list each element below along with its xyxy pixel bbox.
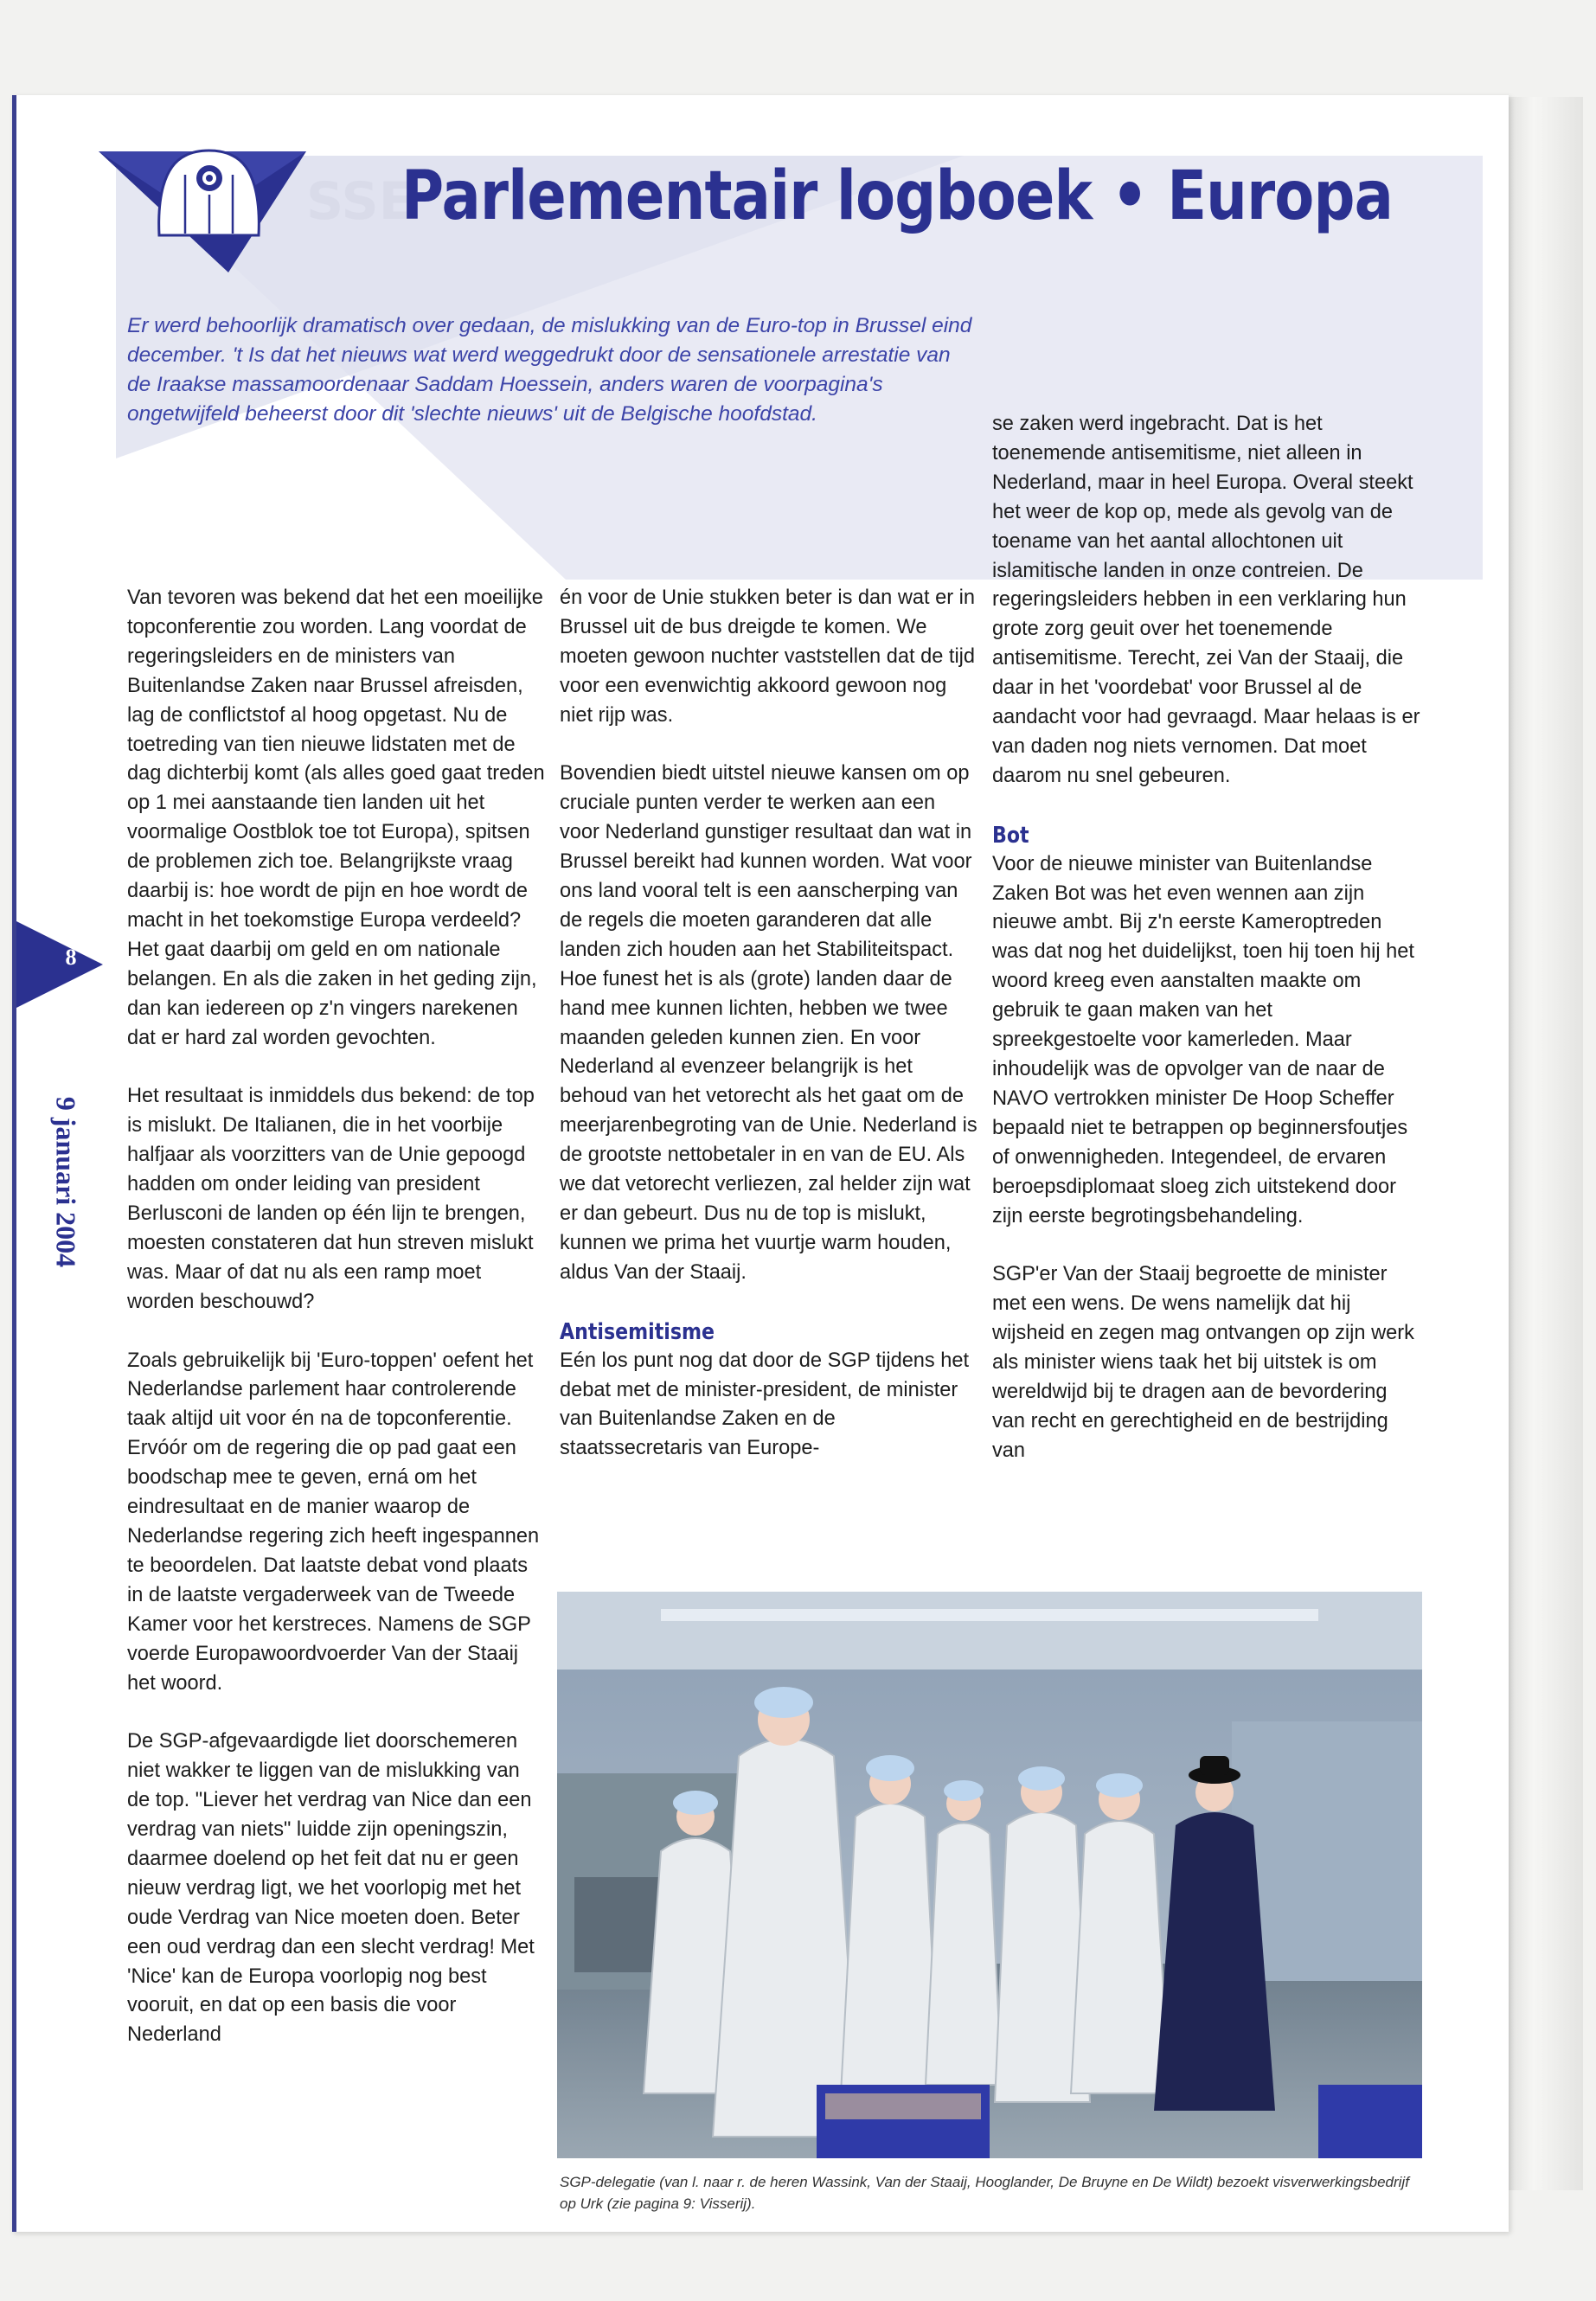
paragraph: Eén los punt nog dat door de SGP tijdens het debat met de minister-president, de minister van Buitenlandse Zaken en de staatssecretaris van Europe- xyxy=(560,1349,970,1460)
article-column-1 xyxy=(127,584,546,2080)
delegation-photo xyxy=(557,1592,1422,2158)
page-curl xyxy=(1501,97,1583,2190)
subheading-bot: Bot xyxy=(992,822,1029,849)
magazine-page xyxy=(12,95,1509,2232)
paragraph: Van tevoren was bekend dat het een moeilijke topconferentie zou worden. Lang voordat de regeringsleiders en de ministers van Buitenlandse Zaken naar Brussel afreisden, lag de conflictstof al hoog opgetast. Nu de toetreding van tien nieuwe lidstaten met de dag dichterbij komt (als alles goed gaat treden op 1 mei aanstaande tien landen uit het voormalige Oostblok toe tot Europa), spitsen de problemen zich toe. Belangrijkste vraag daarbij is: hoe wordt de pijn en hoe wordt de macht in het toekomstige Europa verdeeld? Het gaat daarbij om geld en om nationale belangen. En als die zaken in het geding zijn, dan kan iedereen op z'n vingers narekenen dat er hard zal worden gevochten. xyxy=(127,586,545,1049)
issue-date: 9 januari 2004 xyxy=(50,1096,82,1268)
paragraph: Zoals gebruikelijk bij 'Euro-toppen' oefent het Nederlandse parlement haar controlerende taak altijd uit voor én na de topconferentie. Ervóór om de regering die op pad gaat een boodschap mee te geven, erná om het eindresultaat en de manier waarop de Nederlandse regering zich heeft ingespannen te beoordelen. Dat laatste debat vond plaats in de laatste vergaderweek van de Tweede Kamer voor het kerstreces. Namens de SGP voerde Europawoordvoerder Van der Staaij het woord. xyxy=(127,1349,540,1695)
paragraph: De SGP-afgevaardigde liet doorschemeren niet wakker te liggen van de mislukking van de top. "Liever het verdrag van Nice dan een verdrag van niets" luidde zijn openingszin, daarmee doelend op het feit dat nu er geen nieuw verdrag ligt, we het voorlopig met het oude Verdrag van Nice moeten doen. Beter een oud verdrag dan een slecht verdrag! Met 'Nice' kan de Europa voorlopig nog best vooruit, en dat op een basis die voor Nederland xyxy=(127,1730,535,2047)
paragraph: Bovendien biedt uitstel nieuwe kansen om op cruciale punten verder te werken aan een voor Nederland gunstiger resultaat dan wat in Brussel bereikt had kunnen worden. Wat voor ons land vooral telt is een aanscherping van de regels die moeten garanderen dat alle landen zich houden aan het Stabiliteitspact. Hoe funest het is als (grote) landen daar de hand mee kunnen lichten, hebben we twee maanden geleden kunnen zien. En voor Nederland al evenzeer belangrijk is het behoud van het vetorecht als het gaat om de meerjarenbegroting van de Unie. Nederland is de grootste nettobetaler in en van de EU. Als we dat vetorecht verliezen, zal helder zijn wat er dan gebeurt. Dus nu de top is mislukt, kunnen we prima het vuurtje warm houden, aldus Van der Staaij. xyxy=(560,762,977,1284)
photo-caption: SGP-delegatie (van l. naar r. de heren Wassink, Van der Staaij, Hooglander, De Bruyne en De Wildt) bezoekt visverwerkingsbedrijf op Urk (zie pagina 9: Visserij). xyxy=(560,2174,1409,2212)
paragraph: Het resultaat is inmiddels dus bekend: de top is mislukt. De Italianen, die in het voorbije halfjaar als voorzitters van de Unie gepoogd hadden om onder leiding van president Berlusconi de landen op één lijn te brengen, moesten constateren dat hun streven mislukt was. Maar of dat nu als een ramp moet worden beschouwd? xyxy=(127,1085,535,1313)
page-title: Parlementair logboek • Europa xyxy=(401,157,1394,235)
paragraph: én voor de Unie stukken beter is dan wat er in Brussel uit de bus dreigde te komen. We moeten gewoon nuchter vaststellen dat de tijd voor een evenwichtig akkoord gewoon nog niet rijp was. xyxy=(560,586,976,727)
article-column-3 xyxy=(992,410,1420,1496)
page-number: 8 xyxy=(65,945,77,970)
paragraph: SGP'er Van der Staaij begroette de minister met een wens. De wens namelijk dat hij wijsheid en zegen mag ontvangen op zijn werk als minister wiens taak het bij uitstek is om wereldwijd bij te dragen aan de bevordering van recht en gerechtigheid en de bestrijding van xyxy=(992,1263,1414,1462)
ghost-heading: SSE xyxy=(306,171,414,232)
subheading-antisemitisme: Antisemitisme xyxy=(560,1318,715,1345)
article-column-2 xyxy=(560,584,979,1493)
paragraph: se zaken werd ingebracht. Dat is het toenemende antisemitisme, niet alleen in Nederland, maar in heel Europa. Overal steekt het weer de kop op, mede als gevolg van de toename van het aantal allochtonen uit islamitische landen in onze contreien. De regeringsleiders hebben in een verklaring hun grote zorg geuit over het toenemende antisemitisme. Terecht, zei Van der Staaij, die daar in het 'voordebat' voor Brussel al de aandacht voor had gevraagd. Maar helaas is er van daden nog niets vernomen. Dat moet daarom nu snel gebeuren. xyxy=(992,413,1420,787)
paragraph: Voor de nieuwe minister van Buitenlandse Zaken Bot was het even wennen aan zijn nieuwe ambt. Bij z'n eerste Kameroptreden was dat nog het duidelijkst, toen hij toen hij het woord kreeg even aanstalten maakte om gebruik te gaan maken van het spreekgestoelte voor kamerleden. Maar inhoudelijk was de opvolger van de naar de NAVO vertrokken minister De Hoop Scheffer bepaald niet te betrappen op beginnersfoutjes of onwennigheden. Integendeel, de ervaren beroepsdiplomaat sloeg zich uitstekend door zijn eerste begrotingsbehandeling. xyxy=(992,852,1414,1227)
intro-paragraph: Er werd behoorlijk dramatisch over gedaan, de mislukking van de Euro-top in Brussel eind december. 't Is dat het nieuws wat werd weggedrukt door de sensationele arrestatie van de Iraakse massamoordenaar Saddam Hoessein, anders waren de voorpagina's ongetwijfeld beheerst door dit 'slechte nieuws' uit de Belgische hoofdstad. xyxy=(127,314,972,426)
